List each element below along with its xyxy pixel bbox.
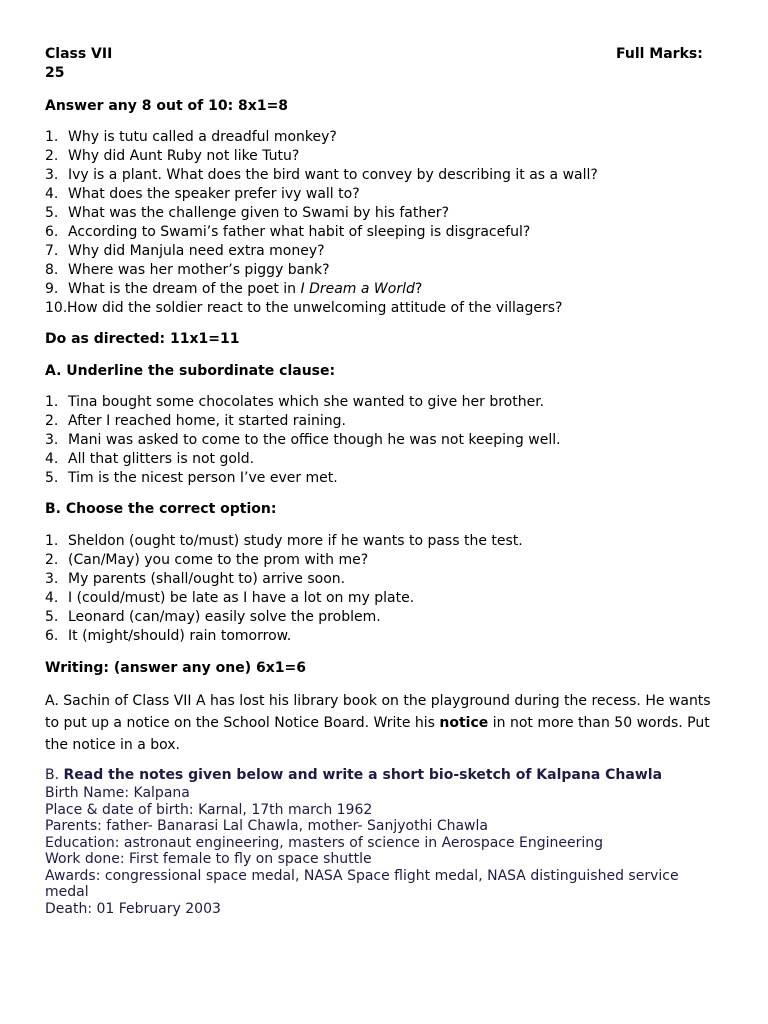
- item-number: 3.: [45, 571, 59, 587]
- question-number: 10.: [45, 300, 68, 316]
- question-text: What does the speaker prefer ivy wall to?: [68, 186, 360, 202]
- bio-note: Place & date of birth: Karnal, 17th march 1962: [45, 801, 373, 818]
- item-text: Tim is the nicest person I’ve ever met.: [68, 470, 338, 486]
- subordinate-clause-items: [45, 393, 725, 488]
- exercise-item: [45, 608, 725, 627]
- question-text: Where was her mother’s piggy bank?: [68, 262, 330, 278]
- question-number: 7.: [45, 243, 59, 259]
- bio-note: Work done: First female to fly on space shuttle: [45, 851, 372, 867]
- question-text-end: ?: [414, 281, 423, 297]
- item-number: 6.: [45, 628, 59, 644]
- item-number: 5.: [45, 609, 59, 625]
- question-item: [45, 147, 725, 166]
- notice-writing-task: [45, 690, 725, 756]
- question-text: Why is tutu called a dreadful monkey?: [68, 129, 337, 145]
- task-text: A. Sachin of Class VII A has lost his library book on the playground during the recess. He wants to put up a notice on the School Notice Board. Write his: [45, 693, 711, 731]
- exercise-item: [45, 551, 725, 570]
- full-marks-value: 25: [45, 65, 65, 81]
- question-item: [45, 280, 725, 299]
- section2b-heading: B. Choose the correct option:: [45, 501, 277, 517]
- section3-heading: Writing: (answer any one) 6x1=6: [45, 660, 306, 676]
- section1-questions: [45, 128, 725, 318]
- bio-note: Death: 01 February 2003: [45, 900, 221, 917]
- exercise-item: [45, 532, 725, 551]
- bio-note: Awards: congressional space medal, NASA Space flight medal, NASA distinguished service medal: [45, 867, 679, 900]
- item-number: 2.: [45, 552, 59, 568]
- item-text: (Can/May) you come to the prom with me?: [68, 552, 369, 568]
- bio-note: Parents: father- Banarasi Lal Chawla, mother- Sanjyothi Chawla: [45, 818, 488, 834]
- item-text: Sheldon (ought to/must) study more if he wants to pass the test.: [68, 533, 523, 549]
- task-text-end: in not more than 50 words. Put the notice in a box.: [45, 715, 710, 753]
- exercise-item: [45, 412, 725, 431]
- exam-paper: [45, 45, 725, 917]
- question-number: 9.: [45, 281, 59, 297]
- section2a-heading: A. Underline the subordinate clause:: [45, 363, 336, 379]
- question-text: How did the soldier react to the unwelcoming attitude of the villagers?: [67, 300, 563, 316]
- bio-sketch-heading: Read the notes given below and write a short bio-sketch of Kalpana Chawla: [63, 767, 663, 783]
- question-text: What was the challenge given to Swami by his father?: [68, 205, 449, 221]
- question-number: 8.: [45, 262, 59, 278]
- question-number: 2.: [45, 148, 59, 164]
- question-item: [45, 299, 725, 318]
- question-number: 4.: [45, 186, 59, 202]
- item-text: Mani was asked to come to the office though he was not keeping well.: [68, 432, 561, 448]
- question-item: [45, 185, 725, 204]
- correct-option-items: [45, 532, 725, 646]
- bio-note: Education: astronaut engineering, masters of science in Aerospace Engineering: [45, 834, 604, 851]
- question-item: [45, 223, 725, 242]
- question-number: 6.: [45, 224, 59, 240]
- item-text: It (might/should) rain tomorrow.: [68, 628, 292, 644]
- item-text: All that glitters is not gold.: [68, 451, 255, 467]
- exercise-item: [45, 570, 725, 589]
- paper-header: [45, 45, 725, 81]
- task-prefix: B.: [45, 767, 64, 783]
- exercise-item: [45, 450, 725, 469]
- item-text: After I reached home, it started raining.: [68, 413, 346, 429]
- question-item: [45, 166, 725, 185]
- task-emphasis: notice: [439, 715, 489, 731]
- item-number: 5.: [45, 470, 59, 486]
- question-text: According to Swami’s father what habit of sleeping is disgraceful?: [68, 224, 531, 240]
- exercise-item: [45, 627, 725, 646]
- item-number: 1.: [45, 533, 59, 549]
- question-text: What is the dream of the poet in: [68, 281, 301, 297]
- exercise-item: [45, 589, 725, 608]
- question-number: 1.: [45, 129, 59, 145]
- bio-sketch-heading-line: [45, 766, 725, 785]
- section1-heading: Answer any 8 out of 10: 8x1=8: [45, 98, 289, 114]
- item-text: Leonard (can/may) easily solve the problem.: [68, 609, 381, 625]
- question-item: [45, 242, 725, 261]
- item-text: Tina bought some chocolates which she wanted to give her brother.: [68, 394, 545, 410]
- question-number: 3.: [45, 167, 59, 183]
- item-number: 3.: [45, 432, 59, 448]
- poem-title: I Dream a World: [300, 281, 415, 297]
- item-number: 2.: [45, 413, 59, 429]
- item-text: My parents (shall/ought to) arrive soon.: [68, 571, 346, 587]
- question-number: 5.: [45, 205, 59, 221]
- question-item: [45, 128, 725, 147]
- question-item: [45, 204, 725, 223]
- question-text: Ivy is a plant. What does the bird want to convey by describing it as a wall?: [68, 167, 598, 183]
- question-text: Why did Manjula need extra money?: [68, 243, 325, 259]
- question-text: Why did Aunt Ruby not like Tutu?: [68, 148, 300, 164]
- exercise-item: [45, 431, 725, 450]
- exercise-item: [45, 469, 725, 488]
- item-text: I (could/must) be late as I have a lot on my plate.: [68, 590, 415, 606]
- item-number: 4.: [45, 451, 59, 467]
- bio-sketch-task: [45, 766, 725, 917]
- exercise-item: [45, 393, 725, 412]
- class-label: Class VII: [45, 46, 113, 62]
- item-number: 4.: [45, 590, 59, 606]
- item-number: 1.: [45, 394, 59, 410]
- full-marks-label: Full Marks:: [616, 46, 703, 62]
- bio-note: Birth Name: Kalpana: [45, 785, 190, 801]
- section2-heading: Do as directed: 11x1=11: [45, 331, 240, 347]
- question-item: [45, 261, 725, 280]
